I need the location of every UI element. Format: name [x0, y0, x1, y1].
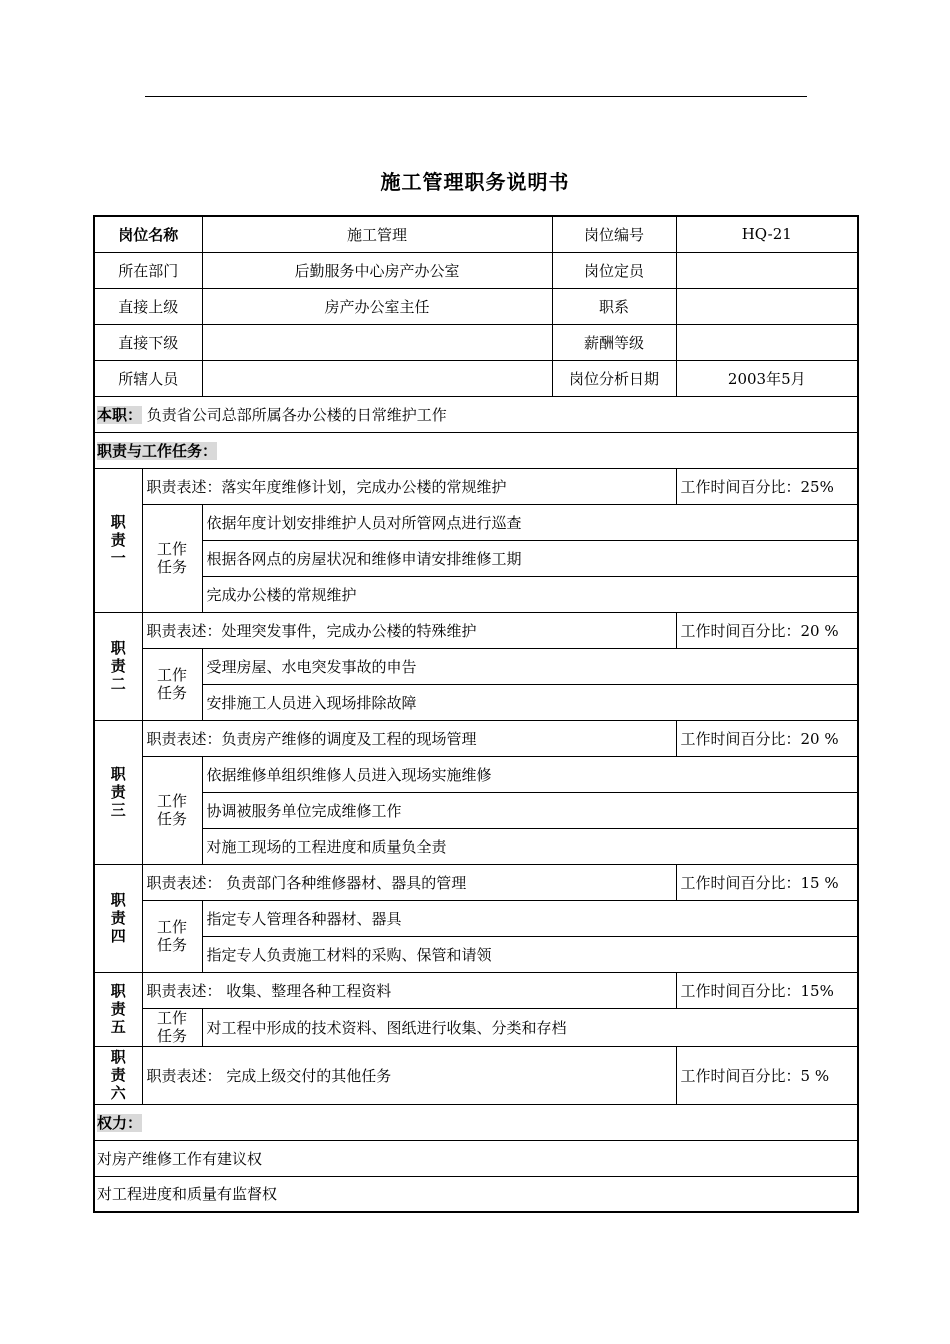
superior-label: 直接上级 — [94, 288, 202, 324]
task-row — [94, 504, 858, 540]
duty-row — [94, 972, 858, 1008]
duties-header-cell — [94, 432, 858, 468]
row-subordinate — [94, 324, 858, 360]
task-label — [142, 648, 202, 720]
duty-label — [94, 468, 142, 612]
duty-description: 职责表述：负责房产维修的调度及工程的现场管理 — [142, 720, 676, 756]
duty-row — [94, 720, 858, 756]
duty-label — [94, 612, 142, 720]
duty-label — [94, 1046, 142, 1104]
task-row — [94, 756, 858, 792]
position-name-label: 岗位名称 — [94, 216, 202, 252]
authority-header-cell — [94, 1104, 858, 1140]
series-label: 职系 — [552, 288, 676, 324]
main-duty-cell — [94, 396, 858, 432]
position-code-value: HQ-21 — [676, 216, 858, 252]
duty-description: 职责表述： 负责部门各种维修器材、器具的管理 — [142, 864, 676, 900]
row-authority-2 — [94, 1176, 858, 1212]
staff-value — [202, 360, 552, 396]
quota-label: 岗位定员 — [552, 252, 676, 288]
duty-time-percent: 工作时间百分比：15 % — [676, 864, 858, 900]
task-row — [94, 648, 858, 684]
duty-label-text: 职责六 — [110, 1048, 126, 1102]
superior-value: 房产办公室主任 — [202, 288, 552, 324]
task-item: 完成办公楼的常规维护 — [202, 576, 858, 612]
task-row — [94, 576, 858, 612]
duty-label-text: 职责一 — [110, 513, 126, 567]
main-duty-label: 本职： — [97, 405, 143, 424]
row-duties-header — [94, 432, 858, 468]
duty-row — [94, 612, 858, 648]
duty-description: 职责表述：处理突发事件，完成办公楼的特殊维护 — [142, 612, 676, 648]
row-department — [94, 252, 858, 288]
position-name-value: 施工管理 — [202, 216, 552, 252]
duty-time-percent: 工作时间百分比：20 % — [676, 612, 858, 648]
row-staff — [94, 360, 858, 396]
task-label-text: 工作任务 — [157, 666, 188, 702]
duty-time-percent: 工作时间百分比：15% — [676, 972, 858, 1008]
duty-time-percent: 工作时间百分比：5 % — [676, 1046, 858, 1104]
department-label: 所在部门 — [94, 252, 202, 288]
task-item: 协调被服务单位完成维修工作 — [202, 792, 858, 828]
task-item: 安排施工人员进入现场排除故障 — [202, 684, 858, 720]
task-row — [94, 1008, 858, 1046]
duty-label-text: 职责四 — [110, 891, 126, 945]
task-label-text: 工作任务 — [157, 792, 188, 828]
task-item: 指定专人管理各种器材、器具 — [202, 900, 858, 936]
department-value: 后勤服务中心房产办公室 — [202, 252, 552, 288]
task-item: 对施工现场的工程进度和质量负全责 — [202, 828, 858, 864]
duty-row — [94, 468, 858, 504]
duty-label-text: 职责三 — [110, 765, 126, 819]
duty-description: 职责表述： 收集、整理各种工程资料 — [142, 972, 676, 1008]
row-superior — [94, 288, 858, 324]
quota-value — [676, 252, 858, 288]
main-duty-text: 负责省公司总部所属各办公楼的日常维护工作 — [146, 405, 447, 424]
duty-label-text: 职责五 — [110, 982, 126, 1036]
task-item: 依据维修单组织维修人员进入现场实施维修 — [202, 756, 858, 792]
salary-value — [676, 324, 858, 360]
duty-time-percent: 工作时间百分比：20 % — [676, 720, 858, 756]
position-code-label: 岗位编号 — [552, 216, 676, 252]
task-row — [94, 900, 858, 936]
salary-label: 薪酬等级 — [552, 324, 676, 360]
duty-label — [94, 972, 142, 1046]
job-description-table — [93, 215, 859, 1213]
header-rule — [145, 96, 807, 97]
duty-label — [94, 720, 142, 864]
staff-label: 所辖人员 — [94, 360, 202, 396]
row-position-name — [94, 216, 858, 252]
task-item: 依据年度计划安排维护人员对所管网点进行巡查 — [202, 504, 858, 540]
duty-label-text: 职责二 — [110, 639, 126, 693]
task-row — [94, 684, 858, 720]
task-row — [94, 792, 858, 828]
subordinate-value — [202, 324, 552, 360]
authority-label: 权力： — [97, 1113, 143, 1132]
document-title: 施工管理职务说明书 — [380, 170, 570, 194]
duty-description: 职责表述：落实年度维修计划，完成办公楼的常规维护 — [142, 468, 676, 504]
task-item: 根据各网点的房屋状况和维修申请安排维修工期 — [202, 540, 858, 576]
task-label — [142, 756, 202, 864]
analysis-date-label: 岗位分析日期 — [552, 360, 676, 396]
task-label — [142, 1008, 202, 1046]
row-main-duty — [94, 396, 858, 432]
task-label-text: 工作任务 — [157, 540, 188, 576]
row-authority-1 — [94, 1140, 858, 1176]
task-row — [94, 828, 858, 864]
task-item: 对工程中形成的技术资料、图纸进行收集、分类和存档 — [202, 1008, 858, 1046]
duty-time-percent: 工作时间百分比：25% — [676, 468, 858, 504]
task-label-text: 工作任务 — [157, 1009, 188, 1045]
series-value — [676, 288, 858, 324]
duties-header-label: 职责与工作任务： — [97, 441, 218, 460]
duty-row — [94, 864, 858, 900]
duties-body — [94, 468, 858, 1104]
authority-item: 对工程进度和质量有监督权 — [94, 1176, 858, 1212]
row-authority-header — [94, 1104, 858, 1140]
task-row — [94, 936, 858, 972]
task-label-text: 工作任务 — [157, 918, 188, 954]
task-label — [142, 900, 202, 972]
duty-label — [94, 864, 142, 972]
duty-row — [94, 1046, 858, 1104]
authority-item: 对房产维修工作有建议权 — [94, 1140, 858, 1176]
task-item: 指定专人负责施工材料的采购、保管和请领 — [202, 936, 858, 972]
task-row — [94, 540, 858, 576]
duty-description: 职责表述： 完成上级交付的其他任务 — [142, 1046, 676, 1104]
task-label — [142, 504, 202, 612]
analysis-date-value: 2003年5月 — [676, 360, 858, 396]
task-item: 受理房屋、水电突发事故的申告 — [202, 648, 858, 684]
subordinate-label: 直接下级 — [94, 324, 202, 360]
